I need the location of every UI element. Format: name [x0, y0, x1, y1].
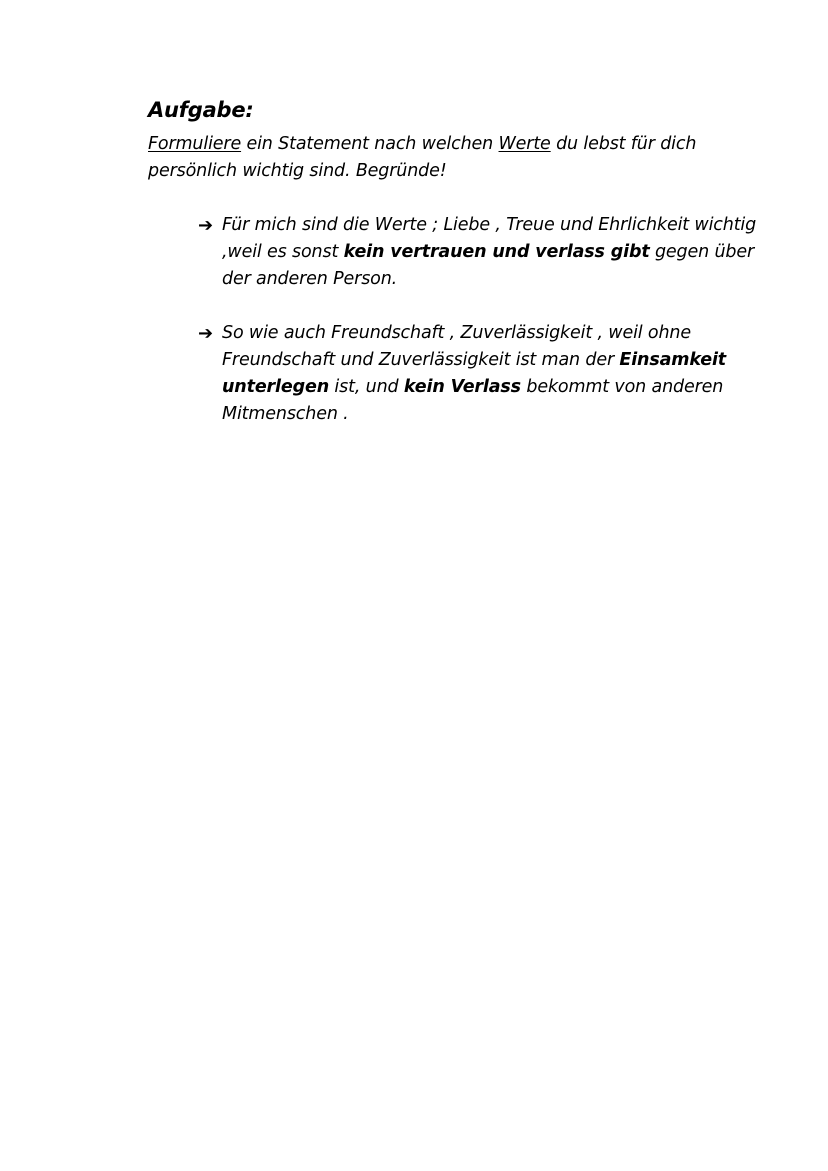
- answer-2-text-part2: ist, und: [329, 377, 404, 397]
- answer-1-text-part2: gegen über der anderen Person.: [222, 242, 755, 289]
- answer-2-text-part3: bekommt von anderen Mitmenschen .: [222, 377, 724, 424]
- answer-1-text-part1: Für mich sind die Werte ; Liebe , Treue und Ehrlichkeit wichtig ,weil es sonst: [222, 215, 757, 262]
- answer-text-1: [198, 212, 758, 293]
- task-heading: Aufgabe:: [148, 98, 254, 122]
- answer-item-2: [198, 320, 758, 428]
- arrow-bullet-icon: ➔: [198, 323, 213, 344]
- task-instruction: [148, 131, 748, 185]
- answer-2-emphasis-2: kein Verlass: [403, 377, 521, 397]
- answer-2-emphasis-1: Einsamkeit unterlegen: [222, 350, 727, 397]
- answer-text-2: [198, 320, 758, 428]
- task-text-part1: ein Statement nach welchen: [241, 134, 499, 154]
- task-text-part2: du lebst für dich persönlich wichtig sind. Begründe!: [148, 134, 697, 181]
- answer-2-text-part1: So wie auch Freundschaft , Zuverlässigkeit , weil ohne Freundschaft und Zuverlässigkeit ist man der: [222, 323, 691, 370]
- answer-item-1: [198, 212, 758, 293]
- task-keyword-formulate: Formuliere: [148, 134, 242, 154]
- answer-1-emphasis: kein vertrauen und verlass gibt: [343, 242, 650, 262]
- arrow-bullet-icon: ➔: [198, 215, 213, 236]
- task-keyword-values: Werte: [498, 134, 551, 154]
